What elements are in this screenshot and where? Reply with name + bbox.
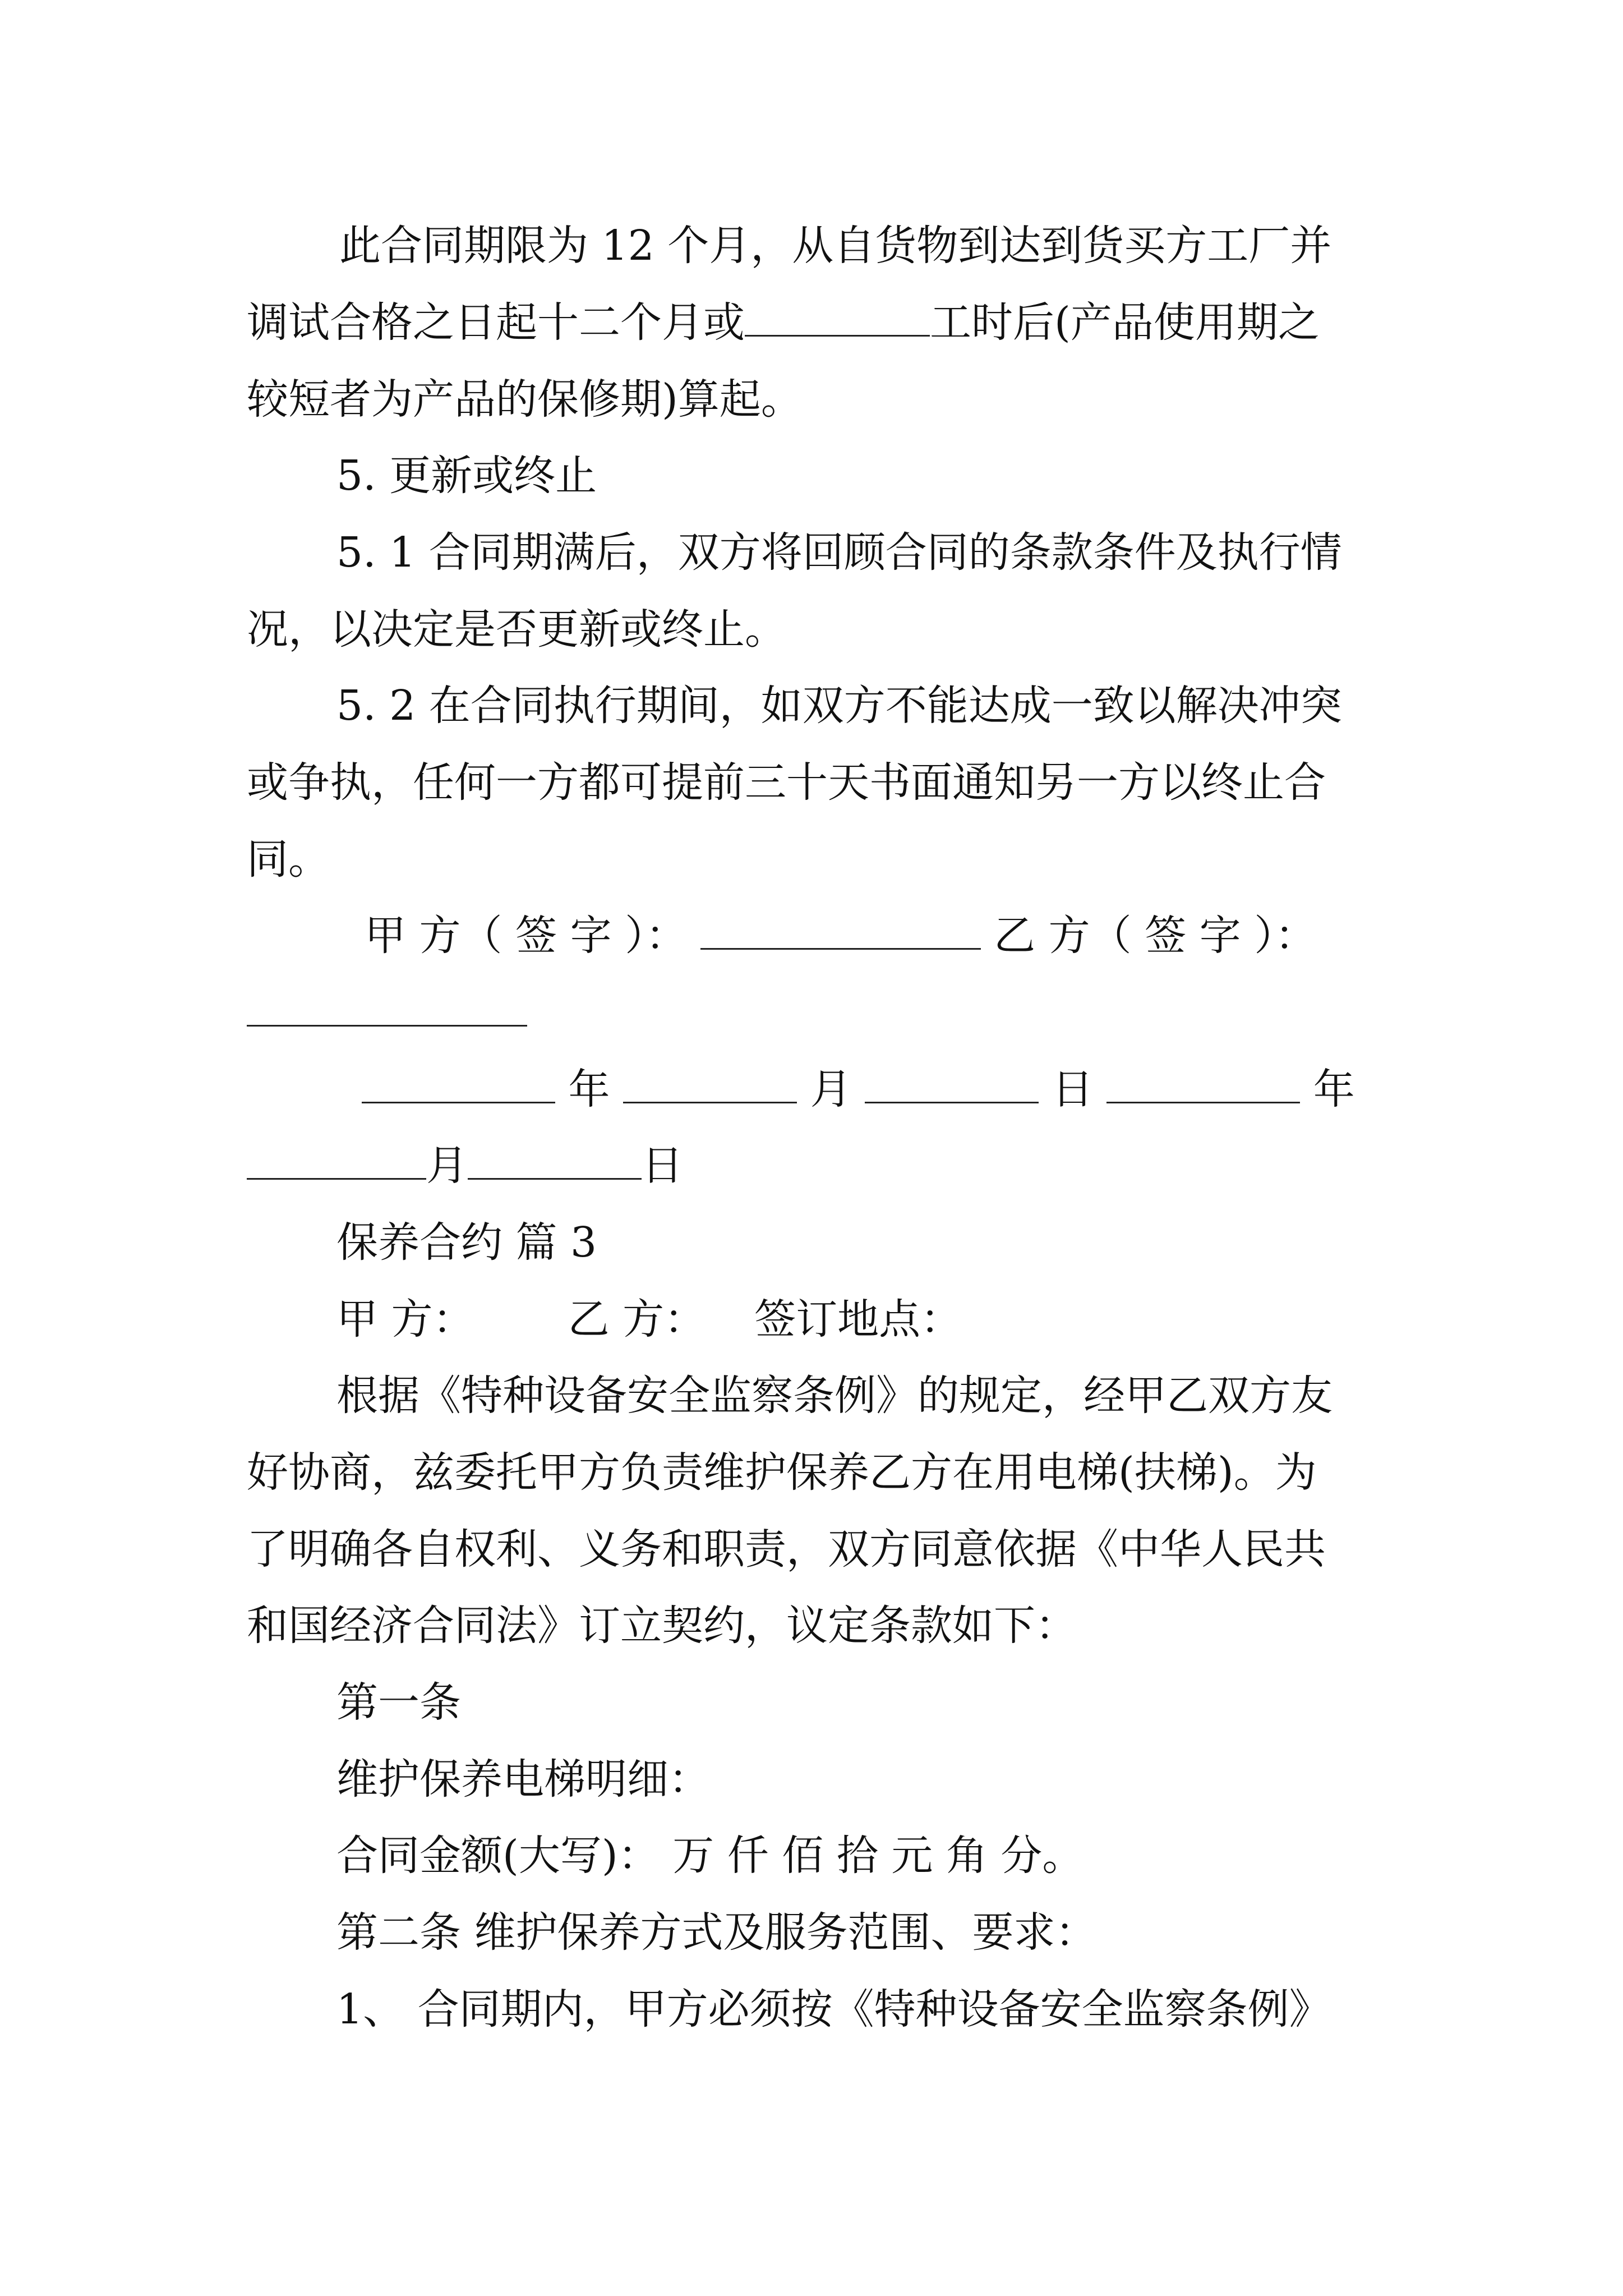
fill-blank — [247, 991, 527, 1027]
fill-blank — [468, 1144, 642, 1180]
text-line: 了明确各自权利、义务和职责，双方同意依据《中华人民共 — [247, 1525, 1326, 1573]
year-label: 年 — [568, 1065, 610, 1114]
text-line: 况，以决定是否更新或终止。 — [247, 605, 786, 654]
party-b-label: 乙 方： — [568, 1295, 706, 1343]
section-title: 保养合约 篇 3 — [336, 1218, 597, 1267]
signing-place-label: 签订地点： — [754, 1295, 962, 1343]
text-line: 根据《特种设备安全监察条例》的规定，经甲乙双方友 — [336, 1372, 1332, 1420]
text-line: 维护保养电梯明细： — [336, 1755, 710, 1803]
text-segment: 调试合格之日起十二个月或 — [247, 298, 745, 347]
fill-blank — [700, 914, 981, 950]
fill-blank — [745, 301, 930, 337]
contract-amount-line: 合同金额(大写)： 万 仟 佰 拾 元 角 分。 — [336, 1832, 1084, 1880]
text-line: 此合同期限为 12 个月，从自货物到达到货买方工厂并 — [339, 222, 1332, 270]
text-line: 和国经济合同法》订立契约，议定条款如下： — [247, 1602, 1077, 1650]
year-label: 年 — [1313, 1065, 1355, 1114]
month-label: 月 — [810, 1065, 852, 1114]
text-line: 同。 — [247, 835, 330, 884]
text-line: 或争执，任何一方都可提前三十天书面通知另一方以终止合 — [247, 758, 1326, 807]
text-line: 1、 合同期内，甲方必须按《特种设备安全监察条例》 — [336, 1985, 1331, 2033]
text-line: 5. 2 在合同执行期间，如双方不能达成一致以解决冲突 — [336, 682, 1342, 730]
fill-blank — [247, 1144, 426, 1180]
signature-line — [365, 908, 1316, 964]
party-a-sign-label: 甲 方（ 签 字 ）： — [365, 912, 688, 960]
article-heading: 第一条 — [336, 1678, 461, 1727]
text-line — [247, 295, 1320, 351]
fill-blank — [362, 1068, 555, 1103]
date-continuation — [247, 1138, 683, 1194]
article-heading: 第二条 维护保养方式及服务范围、要求： — [336, 1908, 1097, 1957]
day-label: 日 — [1052, 1065, 1094, 1114]
text-line: 5. 1 合同期满后，双方将回顾合同的条款条件及执行情 — [336, 528, 1342, 577]
signature-continuation — [247, 984, 527, 1041]
fill-blank — [1106, 1068, 1300, 1103]
parties-line — [336, 1291, 962, 1347]
text-line: 较短者为产品的保修期)算起。 — [247, 375, 803, 424]
text-segment: 工时后(产品使用期之 — [930, 298, 1320, 347]
fill-blank — [623, 1068, 797, 1103]
fill-blank — [865, 1068, 1039, 1103]
party-a-label: 甲 方： — [336, 1295, 474, 1343]
day-label: 日 — [642, 1142, 683, 1190]
section-heading: 5. 更新或终止 — [336, 452, 597, 500]
date-line — [362, 1061, 1355, 1117]
text-line: 好协商，兹委托甲方负责维护保养乙方在用电梯(扶梯)。为 — [247, 1448, 1317, 1497]
month-label: 月 — [426, 1142, 468, 1190]
party-b-sign-label: 乙 方（ 签 字 ）： — [994, 912, 1317, 960]
